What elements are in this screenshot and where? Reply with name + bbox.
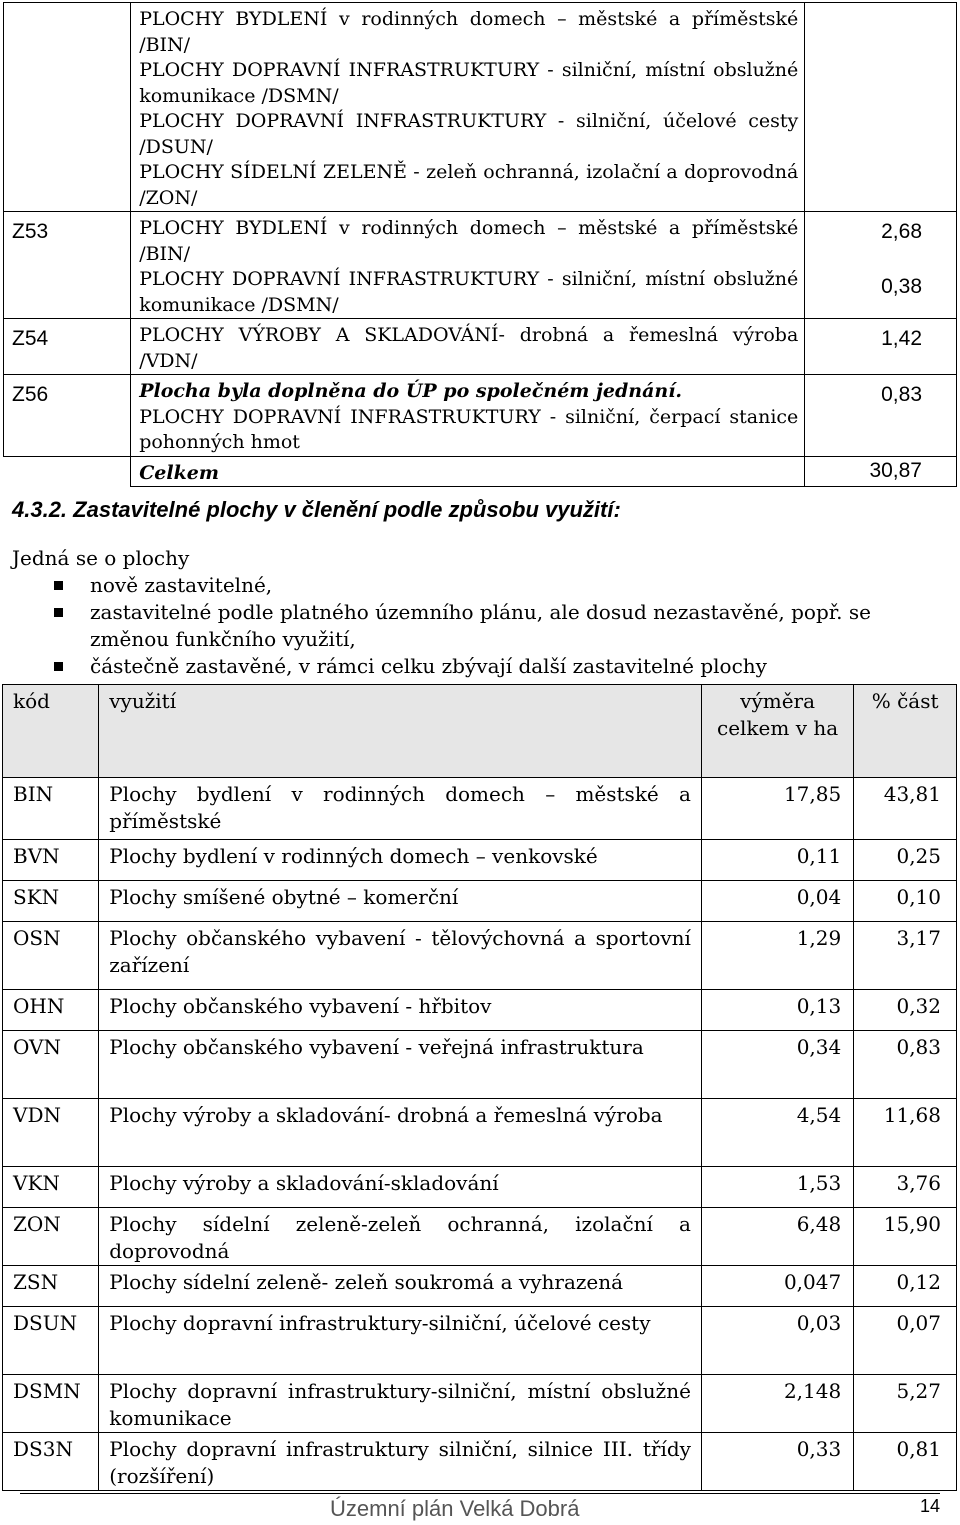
table-row — [3, 1208, 957, 1266]
table-row — [3, 1099, 957, 1167]
cell-usage: Plochy výroby a skladování- drobná a řemeslná výroba — [99, 1099, 702, 1167]
list-item: nově zastavitelné, — [52, 572, 952, 599]
bullet-list — [52, 572, 952, 680]
table-row — [3, 990, 957, 1031]
table-row — [3, 1307, 957, 1375]
cell-percent: 3,76 — [854, 1167, 957, 1208]
table-row — [4, 319, 957, 375]
cell-code: DSUN — [3, 1307, 99, 1375]
area-value: 1,42 — [881, 327, 922, 350]
cell-area: 0,13 — [701, 990, 853, 1031]
total-row — [4, 456, 957, 487]
cell-usage: Plochy sídelní zeleně- zeleň soukromá a vyhrazená — [99, 1266, 702, 1307]
cell-area: 17,85 — [701, 778, 853, 840]
cell-usage: Plochy bydlení v rodinných domech – městské a příměstské — [99, 778, 702, 840]
cell-area: 0,33 — [701, 1433, 853, 1491]
cell-percent: 0,07 — [854, 1307, 957, 1375]
cell-usage: Plochy bydlení v rodinných domech – venkovské — [99, 840, 702, 881]
cell-code: VKN — [3, 1167, 99, 1208]
table-row — [3, 1433, 957, 1491]
cell-code: DSMN — [3, 1375, 99, 1433]
cell-code: OSN — [3, 922, 99, 990]
cell-area: 6,48 — [701, 1208, 853, 1266]
zone-code: Z53 — [4, 212, 131, 319]
header-area: výměra celkem v ha — [701, 685, 853, 778]
zone-area — [805, 3, 957, 212]
cell-code: ZON — [3, 1208, 99, 1266]
zone-area — [805, 212, 957, 319]
zone-description — [131, 212, 805, 319]
table-row — [4, 3, 957, 212]
description-line: PLOCHY SÍDELNÍ ZELENĚ - zeleň ochranná, izolační a doprovodná /ZON/ — [139, 161, 799, 209]
table-row — [3, 881, 957, 922]
list-item: částečně zastavěné, v rámci celku zbývají další zastavitelné plochy — [52, 653, 952, 680]
cell-code: BVN — [3, 840, 99, 881]
zone-description — [131, 3, 805, 212]
cell-usage: Plochy výroby a skladování-skladování — [99, 1167, 702, 1208]
cell-percent: 3,17 — [854, 922, 957, 990]
table-row — [4, 212, 957, 319]
zone-description — [131, 375, 805, 457]
table-row — [3, 1266, 957, 1307]
header-code: kód — [3, 685, 99, 778]
description-line: PLOCHY DOPRAVNÍ INFRASTRUKTURY - silniční, místní obslužné komunikace /DSMN/ — [139, 268, 799, 316]
cell-area: 0,04 — [701, 881, 853, 922]
table-row — [3, 1375, 957, 1433]
table-row — [3, 922, 957, 990]
cell-percent: 15,90 — [854, 1208, 957, 1266]
cell-usage: Plochy sídelní zeleně-zeleň ochranná, izolační a doprovodná — [99, 1208, 702, 1266]
description-line: PLOCHY BYDLENÍ v rodinných domech – městské a příměstské /BIN/ — [139, 217, 799, 265]
cell-code: VDN — [3, 1099, 99, 1167]
area-value: 2,68 — [881, 220, 922, 243]
cell-usage: Plochy občanského vybavení - veřejná infrastruktura — [99, 1031, 702, 1099]
description-line: PLOCHY VÝROBY A SKLADOVÁNÍ- drobná a řemeslná výroba /VDN/ — [139, 324, 799, 372]
cell-percent: 0,81 — [854, 1433, 957, 1491]
cell-area: 0,03 — [701, 1307, 853, 1375]
cell-code: DS3N — [3, 1433, 99, 1491]
cell-percent: 0,25 — [854, 840, 957, 881]
zone-code: Z54 — [4, 319, 131, 375]
cell-code: BIN — [3, 778, 99, 840]
cell-usage: Plochy dopravní infrastruktury-silniční, účelové cesty — [99, 1307, 702, 1375]
note-line: Plocha byla doplněna do ÚP po společném jednání. — [139, 380, 683, 402]
section-intro: Jedná se o plochy — [12, 546, 190, 570]
cell-code: ZSN — [3, 1266, 99, 1307]
cell-area: 1,29 — [701, 922, 853, 990]
cell-code: SKN — [3, 881, 99, 922]
cell-percent: 11,68 — [854, 1099, 957, 1167]
list-item: zastavitelné podle platného územního plánu, ale dosud nezastavěné, popř. se změnou funkčního využití, — [52, 599, 952, 653]
cell-area: 4,54 — [701, 1099, 853, 1167]
cell-percent: 0,83 — [854, 1031, 957, 1099]
zones-table — [3, 2, 957, 487]
empty-cell — [4, 456, 131, 487]
table-row — [3, 1167, 957, 1208]
table-row — [3, 1031, 957, 1099]
section-heading: 4.3.2. Zastavitelné plochy v členění podle způsobu využití: — [12, 497, 621, 522]
footer-title: Územní plán Velká Dobrá — [330, 1496, 580, 1521]
cell-usage: Plochy dopravní infrastruktury silniční, silnice III. třídy (rozšíření) — [99, 1433, 702, 1491]
cell-usage: Plochy smíšené obytné – komerční — [99, 881, 702, 922]
total-label: Celkem — [131, 456, 805, 487]
description-line: PLOCHY DOPRAVNÍ INFRASTRUKTURY - silniční, účelové cesty /DSUN/ — [139, 110, 799, 158]
area-value: 0,83 — [881, 383, 922, 406]
cell-code: OHN — [3, 990, 99, 1031]
zone-area — [805, 375, 957, 457]
table-row — [3, 778, 957, 840]
table-row — [4, 375, 957, 457]
description-line: PLOCHY DOPRAVNÍ INFRASTRUKTURY - silniční, čerpací stanice pohonných hmot — [139, 405, 799, 453]
cell-area: 1,53 — [701, 1167, 853, 1208]
header-percent: % část — [854, 685, 957, 778]
total-value: 30,87 — [805, 456, 957, 487]
footer-divider — [20, 1493, 940, 1494]
cell-percent: 43,81 — [854, 778, 957, 840]
cell-area: 2,148 — [701, 1375, 853, 1433]
cell-usage: Plochy občanského vybavení - tělovýchovná a sportovní zařízení — [99, 922, 702, 990]
zone-code — [4, 3, 131, 212]
zone-description — [131, 319, 805, 375]
cell-percent: 0,12 — [854, 1266, 957, 1307]
zone-area — [805, 319, 957, 375]
page-number: 14 — [920, 1496, 941, 1516]
cell-percent: 0,10 — [854, 881, 957, 922]
description-line: PLOCHY BYDLENÍ v rodinných domech – městské a příměstské /BIN/ — [139, 8, 799, 56]
cell-percent: 5,27 — [854, 1375, 957, 1433]
cell-percent: 0,32 — [854, 990, 957, 1031]
cell-area: 0,047 — [701, 1266, 853, 1307]
area-value: 0,38 — [881, 275, 922, 298]
zone-code: Z56 — [4, 375, 131, 457]
table-row — [3, 840, 957, 881]
table-header-row — [3, 685, 957, 778]
description-line: PLOCHY DOPRAVNÍ INFRASTRUKTURY - silniční, místní obslužné komunikace /DSMN/ — [139, 59, 799, 107]
cell-code: OVN — [3, 1031, 99, 1099]
usage-table — [2, 684, 957, 1491]
cell-usage: Plochy občanského vybavení - hřbitov — [99, 990, 702, 1031]
cell-area: 0,11 — [701, 840, 853, 881]
usage-table-body — [3, 778, 957, 1491]
cell-area: 0,34 — [701, 1031, 853, 1099]
cell-usage: Plochy dopravní infrastruktury-silniční, místní obslužné komunikace — [99, 1375, 702, 1433]
header-usage: využití — [99, 685, 702, 778]
